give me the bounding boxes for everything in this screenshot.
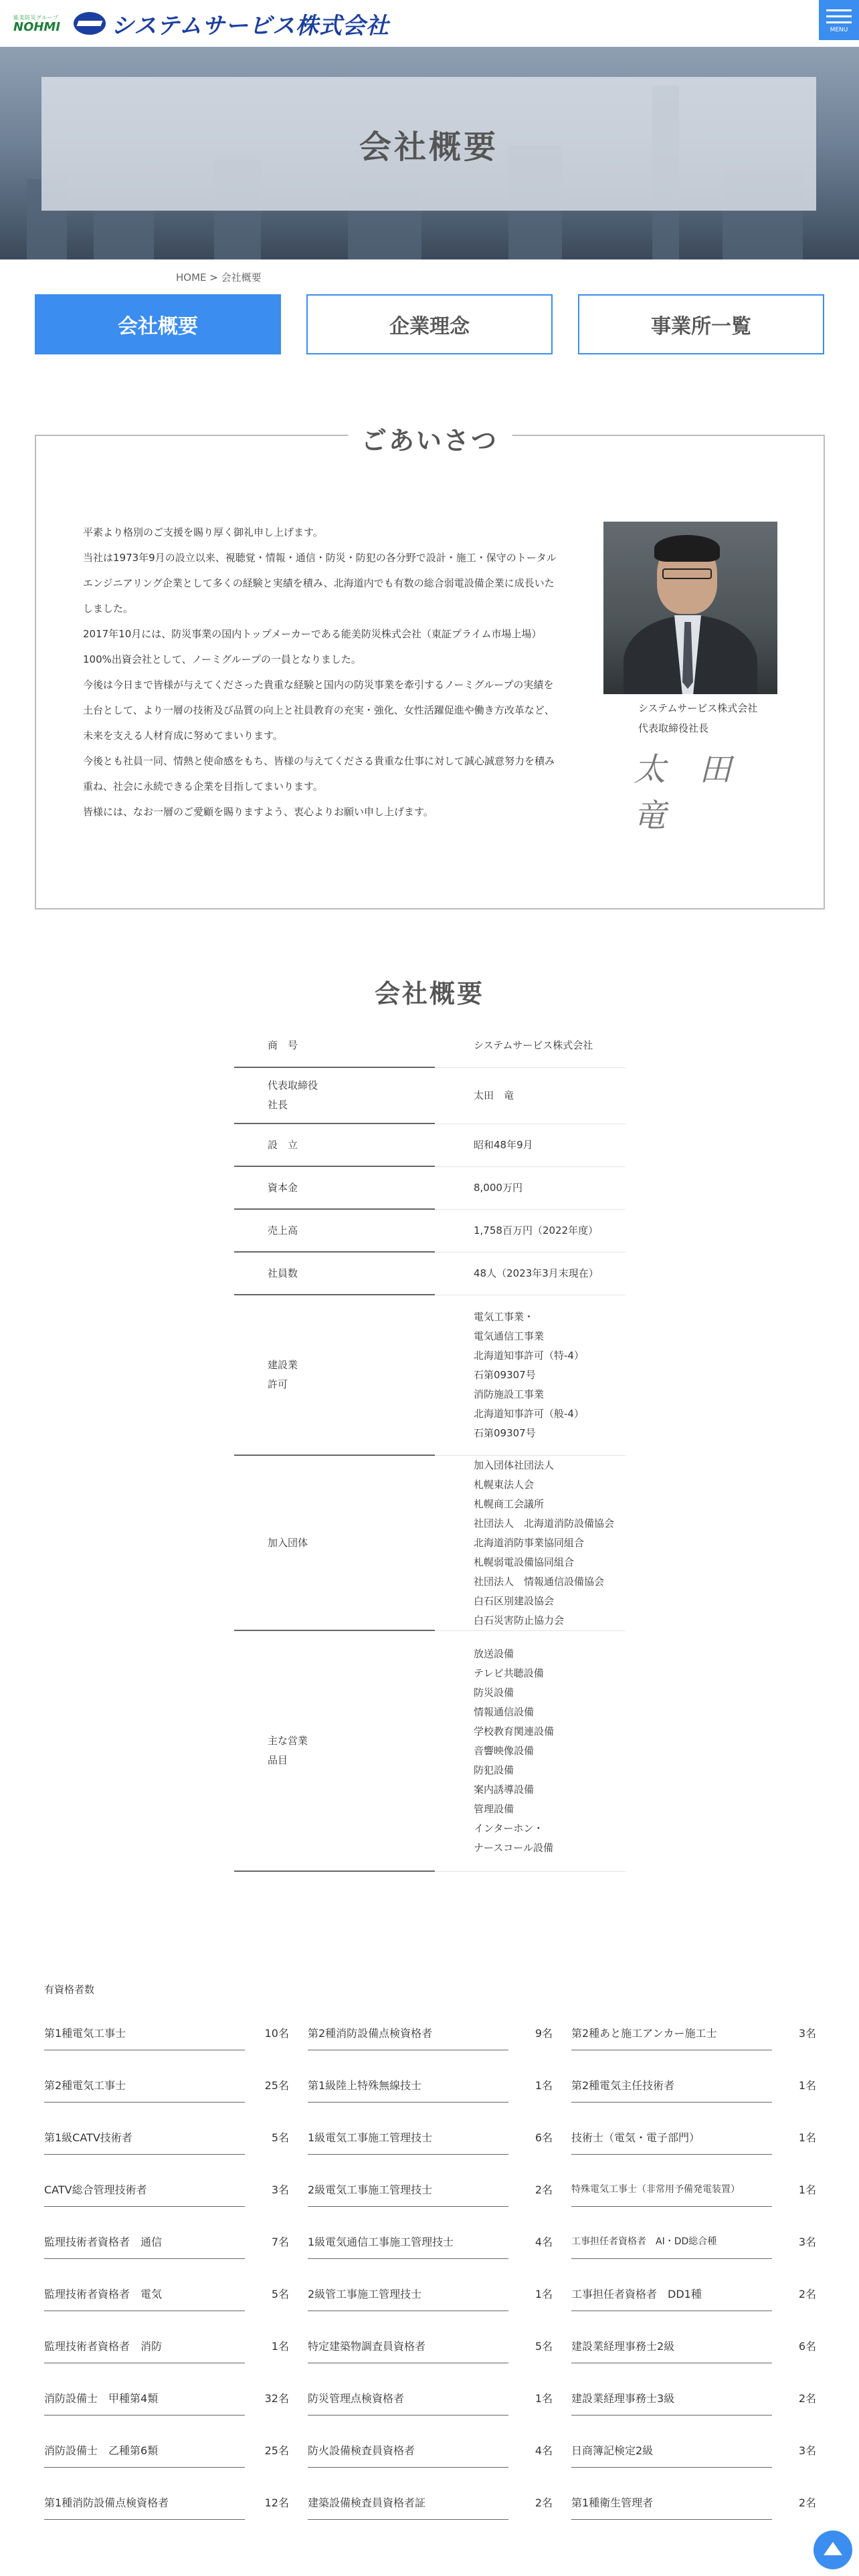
page-tabs bbox=[0, 294, 859, 354]
info-value-line: 社団法人 情報通信設備協会 bbox=[474, 1575, 605, 1588]
info-value-line: 案内誘導設備 bbox=[474, 1783, 535, 1796]
qualification-name: 日商簿記検定2級 bbox=[571, 2444, 654, 2457]
president-photo bbox=[603, 522, 777, 694]
info-value-line: 48人（2023年3月末現在） bbox=[474, 1267, 599, 1279]
qualifications-grid bbox=[44, 2006, 814, 2528]
qualification-name: 監理技術者資格者 消防 bbox=[44, 2339, 163, 2353]
qualification-item bbox=[44, 2319, 289, 2371]
hamburger-icon-bar bbox=[826, 15, 852, 17]
qualification-item bbox=[571, 2111, 816, 2163]
qualification-item bbox=[571, 2371, 816, 2424]
info-value-line: 昭和48年9月 bbox=[474, 1138, 533, 1151]
info-value-line: インターホン・ bbox=[474, 1822, 544, 1834]
qualification-name: 第1種衛生管理者 bbox=[571, 2496, 654, 2509]
qualification-item bbox=[308, 2111, 553, 2163]
info-value-line: 電気通信工事業 bbox=[474, 1329, 545, 1342]
page-title: 会社概要 bbox=[359, 128, 498, 166]
qualification-item bbox=[44, 2163, 289, 2215]
info-row bbox=[234, 1630, 626, 1871]
qualification-name: 建設業経理事務士3級 bbox=[571, 2391, 675, 2405]
info-value-line: システムサービス株式会社 bbox=[474, 1039, 593, 1052]
info-label-line: 売上高 bbox=[268, 1224, 298, 1237]
qualification-name: 第1級CATV技術者 bbox=[44, 2131, 132, 2144]
qualification-count: 1名 bbox=[798, 2078, 816, 2092]
hero-title-box bbox=[41, 77, 816, 211]
qualification-name: 第2種あと施工アンカー施工士 bbox=[571, 2026, 717, 2040]
qualification-item bbox=[571, 2163, 816, 2215]
info-value-line: 消防施設工事業 bbox=[474, 1388, 545, 1400]
info-value bbox=[435, 1295, 626, 1455]
qualification-item bbox=[308, 2058, 553, 2111]
info-value bbox=[435, 1067, 626, 1123]
info-value-line: 防犯設備 bbox=[474, 1763, 514, 1776]
info-label bbox=[234, 1166, 435, 1209]
site-header bbox=[0, 0, 859, 47]
info-label-line: 加入団体 bbox=[268, 1536, 308, 1549]
qualification-name: 特殊電気工事士（非常用予備発電装置） bbox=[571, 2184, 740, 2195]
info-value-line: ナースコール設備 bbox=[474, 1841, 553, 1854]
info-value-line: 学校教育関連設備 bbox=[474, 1725, 555, 1737]
qualification-item bbox=[308, 2267, 553, 2319]
qualification-item bbox=[308, 2319, 553, 2371]
qualification-count: 32名 bbox=[264, 2391, 289, 2405]
breadcrumb-current: 会社概要 bbox=[221, 272, 262, 284]
qualification-item bbox=[308, 2371, 553, 2424]
qualification-name: 技術士（電気・電子部門） bbox=[571, 2131, 700, 2144]
info-value bbox=[435, 1630, 626, 1871]
greeting-paragraph: 2017年10月には、防災事業の国内トップメーカーである能美防災株式会社（東証プライム市場上場）100%出資会社として、ノーミグループの一員となりました。 bbox=[83, 628, 542, 665]
company-logo-icon bbox=[74, 12, 106, 35]
group-logo-text: NOHMI bbox=[13, 19, 61, 34]
info-row bbox=[234, 1455, 626, 1630]
greeting-paragraph: 今後とも社員一同、情熱と使命感をもち、皆様の与えてくださる貴重な仕事に対して誠心誠意努力を積み重ね、社会に永続できる企業を目指してまいります。 bbox=[83, 755, 555, 792]
info-row bbox=[234, 1123, 626, 1166]
info-value bbox=[435, 1455, 626, 1630]
qualification-item bbox=[44, 2371, 289, 2424]
qualification-count: 2名 bbox=[798, 2391, 816, 2405]
info-value-line: 防災設備 bbox=[474, 1686, 514, 1699]
info-row bbox=[234, 1025, 626, 1067]
qualification-item bbox=[571, 2267, 816, 2319]
info-label-line: 設 立 bbox=[268, 1138, 298, 1151]
info-label bbox=[234, 1067, 435, 1123]
info-value-line: 音響映像設備 bbox=[474, 1744, 535, 1757]
qualification-name: 2級電気工事施工管理技士 bbox=[308, 2183, 433, 2196]
info-row bbox=[234, 1252, 626, 1295]
qualification-count: 3名 bbox=[798, 2026, 816, 2040]
qualification-count: 2名 bbox=[798, 2496, 816, 2509]
qualification-name: 第2種電気主任技術者 bbox=[571, 2078, 675, 2092]
greeting-paragraph: 今後は今日まで皆様が与えてくださった貴重な経験と国内の防災事業を牽引するノーミグループの実績を土台として、より一層の技術及び品質の向上と社員教育の充実・強化、女性活躍促進や働き方改革など、未来を支える人材育成に努めてまいります。 bbox=[83, 679, 555, 742]
qualification-name: 1級電気工事施工管理技士 bbox=[308, 2131, 433, 2144]
info-label bbox=[234, 1252, 435, 1295]
qualification-count: 1名 bbox=[535, 2287, 553, 2300]
tab-corporate-philosophy[interactable]: 企業理念 bbox=[306, 294, 553, 354]
company-logo[interactable]: システムサービス株式会社 bbox=[111, 12, 389, 39]
breadcrumb bbox=[0, 259, 859, 294]
info-row bbox=[234, 1295, 626, 1455]
handwritten-signature: 太田 竜 bbox=[634, 751, 765, 835]
qualification-count: 2名 bbox=[798, 2287, 816, 2300]
info-row bbox=[234, 1067, 626, 1123]
qualification-name: 2級管工事施工管理技士 bbox=[308, 2287, 422, 2300]
info-value-line: 石第09307号 bbox=[474, 1368, 536, 1381]
info-value-line: 放送設備 bbox=[474, 1647, 514, 1660]
info-label-line: 社員数 bbox=[268, 1267, 298, 1279]
info-value-line: 北海道知事許可（特-4） bbox=[474, 1349, 584, 1362]
qualification-item bbox=[44, 2476, 289, 2528]
info-value bbox=[435, 1123, 626, 1166]
info-value bbox=[435, 1025, 626, 1067]
qualification-count: 3名 bbox=[798, 2235, 816, 2248]
photo-hair bbox=[654, 535, 720, 562]
qualification-count: 1名 bbox=[271, 2339, 289, 2353]
qualification-name: 工事担任者資格者 AI・DD総合種 bbox=[571, 2236, 717, 2247]
info-value-line: 札幌弱電設備協同組合 bbox=[474, 1555, 575, 1568]
signature-company: システムサービス株式会社 bbox=[638, 702, 758, 714]
photo-glasses bbox=[662, 568, 712, 579]
qualification-item bbox=[308, 2424, 553, 2476]
overview-title: 会社概要 bbox=[374, 979, 484, 1008]
qualification-count: 1名 bbox=[798, 2183, 816, 2196]
hamburger-icon-bar bbox=[826, 21, 852, 23]
greeting-paragraph: 当社は1973年9月の設立以来、視聴覚・情報・通信・防災・防犯の各分野で設計・施工・保守のトータルエンジニアリング企業として多くの経験と実績を積み、北海道内でも有数の総合弱電設備企業に成長いたしました。 bbox=[83, 552, 557, 615]
qualification-name: 第1種電気工事士 bbox=[44, 2026, 126, 2040]
qualification-name: 第1種消防設備点検資格者 bbox=[44, 2496, 169, 2509]
info-label-line: 許可 bbox=[268, 1378, 288, 1390]
qualification-name: 消防設備士 乙種第6類 bbox=[44, 2444, 159, 2457]
tab-company-overview[interactable]: 会社概要 bbox=[35, 294, 281, 354]
hero-banner bbox=[0, 47, 859, 259]
greeting-paragraph: 平素より格別のご支援を賜り厚く御礼申し上げます。 bbox=[83, 526, 323, 538]
qualification-name: 防火設備検査員資格者 bbox=[308, 2444, 415, 2457]
signature-position: 代表取締役社長 bbox=[638, 722, 709, 734]
info-value bbox=[435, 1209, 626, 1252]
info-label-line: 社長 bbox=[268, 1099, 288, 1111]
info-value-line: 加入団体社団法人 bbox=[474, 1459, 555, 1471]
qualification-count: 6名 bbox=[535, 2131, 553, 2144]
tab-office-list[interactable]: 事業所一覧 bbox=[578, 294, 824, 354]
info-value-line: 太田 竜 bbox=[474, 1089, 514, 1101]
info-value-line: 電気工事業・ bbox=[474, 1310, 535, 1323]
greeting-message bbox=[83, 520, 558, 825]
qualification-name: 防災管理点検資格者 bbox=[308, 2391, 405, 2405]
info-value-line: 札幌商工会議所 bbox=[474, 1497, 545, 1510]
qualification-name: 監理技術者資格者 電気 bbox=[44, 2287, 163, 2300]
info-value-line: 情報通信設備 bbox=[474, 1705, 535, 1718]
info-label-line: 建設業 bbox=[268, 1359, 298, 1371]
info-label bbox=[234, 1209, 435, 1252]
info-value-line: 白石災害防止協力会 bbox=[474, 1614, 565, 1626]
qualification-count: 3名 bbox=[798, 2444, 816, 2457]
qualification-item bbox=[571, 2006, 816, 2058]
info-value-line: 北海道知事許可（般-4） bbox=[474, 1407, 584, 1420]
info-value-line: 管理設備 bbox=[474, 1802, 514, 1815]
group-tag: 能美防災グループ bbox=[13, 14, 59, 21]
info-row bbox=[234, 1209, 626, 1252]
qualification-name: 建設業経理事務士2級 bbox=[571, 2339, 675, 2353]
qualification-item bbox=[44, 2215, 289, 2267]
qualification-item bbox=[308, 2476, 553, 2528]
info-value bbox=[435, 1166, 626, 1209]
info-row bbox=[234, 1166, 626, 1209]
hamburger-icon bbox=[826, 9, 852, 11]
info-label bbox=[234, 1295, 435, 1455]
qualification-item bbox=[44, 2111, 289, 2163]
qualification-name: 第2種電気工事士 bbox=[44, 2078, 126, 2092]
qualification-count: 1名 bbox=[798, 2131, 816, 2144]
qualification-count: 10名 bbox=[264, 2026, 289, 2040]
info-label bbox=[234, 1025, 435, 1067]
qualification-count: 1名 bbox=[535, 2078, 553, 2092]
qualification-count: 12名 bbox=[264, 2496, 289, 2509]
info-value-line: テレビ共聴設備 bbox=[474, 1667, 544, 1679]
info-label bbox=[234, 1123, 435, 1166]
info-label-line: 品目 bbox=[268, 1754, 288, 1766]
qualifications-title: 有資格者数 bbox=[44, 1983, 95, 1996]
info-value-line: 社団法人 北海道消防設備協会 bbox=[474, 1517, 615, 1529]
qualification-count: 5名 bbox=[271, 2287, 289, 2300]
qualification-count: 6名 bbox=[798, 2339, 816, 2353]
qualification-item bbox=[571, 2476, 816, 2528]
qualification-item bbox=[571, 2215, 816, 2267]
info-label bbox=[234, 1455, 435, 1630]
company-info-body bbox=[234, 1025, 626, 1871]
info-label-line: 主な営業 bbox=[268, 1735, 308, 1747]
qualification-count: 25名 bbox=[264, 2444, 289, 2457]
qualification-name: 第2種消防設備点検資格者 bbox=[308, 2026, 433, 2040]
breadcrumb-separator: > bbox=[209, 272, 218, 284]
info-label-line: 代表取締役 bbox=[268, 1079, 318, 1091]
info-value bbox=[435, 1252, 626, 1295]
qualification-count: 7名 bbox=[271, 2235, 289, 2248]
qualification-name: CATV総合管理技術者 bbox=[44, 2183, 147, 2196]
qualification-count: 4名 bbox=[535, 2444, 553, 2457]
info-value-line: 札幌東法人会 bbox=[474, 1478, 535, 1491]
menu-button[interactable] bbox=[819, 0, 859, 40]
qualification-count: 2名 bbox=[535, 2183, 553, 2196]
qualification-item bbox=[44, 2058, 289, 2111]
qualification-item bbox=[571, 2058, 816, 2111]
greeting-section bbox=[35, 426, 825, 909]
qualification-count: 2名 bbox=[535, 2496, 553, 2509]
qualification-name: 監理技術者資格者 通信 bbox=[44, 2235, 163, 2248]
qualification-item bbox=[44, 2424, 289, 2476]
nohmi-group-logo[interactable] bbox=[13, 12, 67, 35]
qualification-name: 消防設備士 甲種第4類 bbox=[44, 2391, 159, 2405]
info-label-line: 商 号 bbox=[268, 1039, 298, 1051]
info-value-line: 8,000万円 bbox=[474, 1181, 522, 1194]
greeting-title: ごあいさつ bbox=[348, 420, 512, 457]
qualification-count: 9名 bbox=[535, 2026, 553, 2040]
greeting-paragraph: 皆様には、なお一層のご愛顧を賜りますよう、衷心よりお願い申し上げます。 bbox=[83, 806, 434, 818]
qualification-item bbox=[308, 2215, 553, 2267]
qualification-name: 特定建築物調査員資格者 bbox=[308, 2339, 426, 2353]
menu-label: MENU bbox=[830, 26, 848, 33]
info-label-line: 資本金 bbox=[268, 1181, 298, 1194]
qualification-name: 第1級陸上特殊無線技士 bbox=[308, 2078, 422, 2092]
qualification-count: 1名 bbox=[535, 2391, 553, 2405]
info-value-line: 1,758百万円（2022年度） bbox=[474, 1224, 599, 1237]
qualification-item bbox=[44, 2006, 289, 2058]
company-info-table bbox=[234, 1025, 626, 1872]
breadcrumb-home[interactable]: HOME bbox=[176, 272, 207, 284]
info-label bbox=[234, 1630, 435, 1871]
qualification-count: 5名 bbox=[535, 2339, 553, 2353]
qualification-name: 工事担任者資格者 DD1種 bbox=[571, 2287, 702, 2300]
qualification-item bbox=[571, 2319, 816, 2371]
qualification-count: 3名 bbox=[271, 2183, 289, 2196]
qualification-count: 4名 bbox=[535, 2235, 553, 2248]
qualification-item bbox=[308, 2163, 553, 2215]
qualification-count: 25名 bbox=[264, 2078, 289, 2092]
info-value-line: 白石区別建設協会 bbox=[474, 1594, 555, 1607]
info-value-line: 北海道消防事業協同組合 bbox=[474, 1536, 585, 1549]
qualification-item bbox=[44, 2267, 289, 2319]
qualification-name: 1級電気通信工事施工管理技士 bbox=[308, 2235, 454, 2248]
qualification-count: 5名 bbox=[271, 2131, 289, 2144]
qualification-item bbox=[308, 2006, 553, 2058]
page-top-button[interactable] bbox=[814, 2531, 852, 2569]
qualification-item bbox=[571, 2424, 816, 2476]
info-value-line: 石第09307号 bbox=[474, 1426, 536, 1439]
qualification-name: 建築設備検査員資格者証 bbox=[308, 2496, 426, 2509]
